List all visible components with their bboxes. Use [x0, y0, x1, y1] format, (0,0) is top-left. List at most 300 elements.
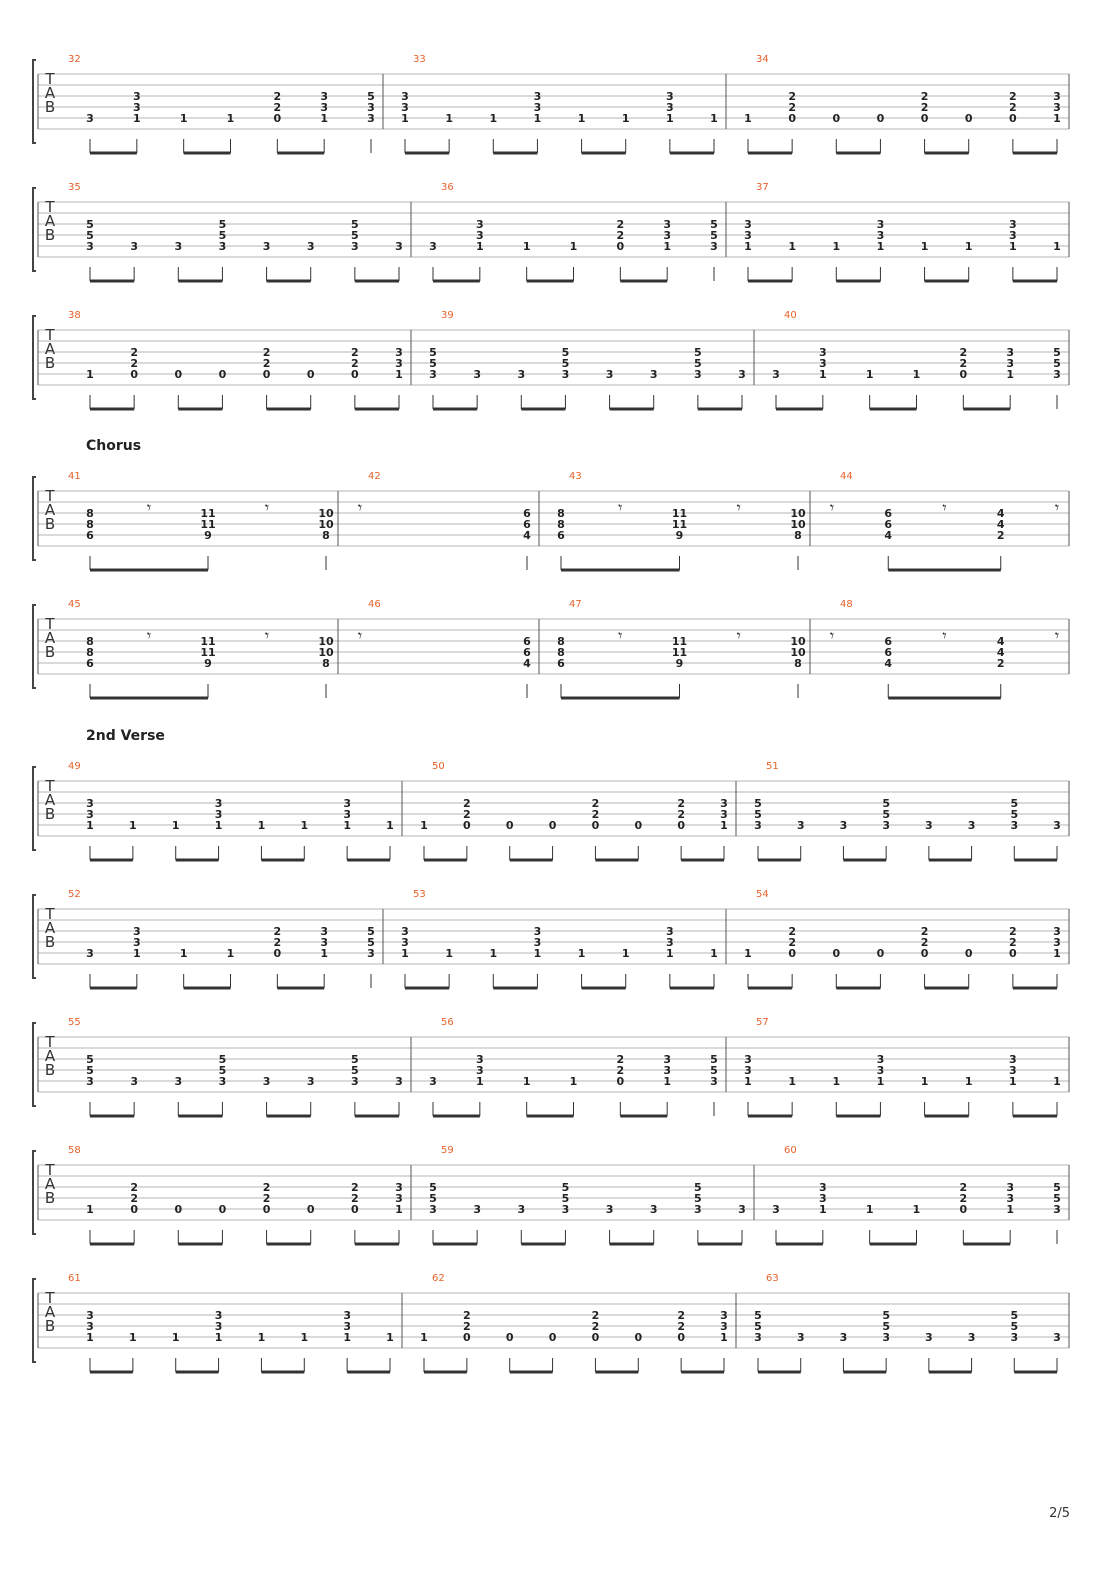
rest-symbol: 𝄾 [357, 498, 363, 517]
rest-symbol: 𝄾 [146, 498, 152, 517]
fret-number: 3 [663, 1053, 671, 1066]
fret-number: 3 [738, 368, 746, 381]
fret-number: 8 [557, 507, 565, 520]
fret-number: 2 [273, 101, 282, 114]
fret-number: 5 [882, 1320, 890, 1333]
fret-number: 1 [876, 1075, 885, 1088]
rest-symbol: 𝄾 [942, 626, 947, 645]
fret-number: 1 [666, 112, 674, 125]
fret-number: 1 [420, 1331, 428, 1344]
fret-number: 5 [429, 1181, 437, 1194]
fret-number: 3 [533, 90, 542, 103]
tab-clef-letter: A [44, 1303, 56, 1321]
tab-clef-letter: A [44, 84, 56, 102]
fret-number: 1 [720, 819, 728, 832]
fret-number: 3 [754, 819, 762, 832]
fret-number: 3 [1053, 90, 1061, 103]
fret-number: 3 [839, 1331, 848, 1344]
fret-number: 1 [214, 1331, 223, 1344]
fret-number: 5 [367, 936, 375, 949]
fret-number: 2 [130, 1181, 138, 1194]
measure-number: 43 [569, 471, 582, 482]
fret-number: 0 [1009, 947, 1017, 960]
fret-number: 3 [429, 368, 437, 381]
fret-number: 8 [86, 635, 94, 648]
fret-number: 0 [174, 368, 183, 381]
fret-number: 2 [677, 1309, 685, 1322]
tab-clef-letter: T [45, 326, 55, 344]
fret-number: 2 [351, 357, 359, 370]
fret-number: 2 [130, 357, 138, 370]
fret-number: 3 [351, 240, 359, 253]
fret-number: 3 [720, 808, 728, 821]
fret-number: 2 [788, 925, 796, 938]
fret-number: 1 [533, 112, 542, 125]
rest-symbol: 𝄾 [264, 626, 270, 645]
fret-number: 6 [884, 635, 893, 648]
fret-number: 1 [744, 947, 752, 960]
fret-number: 3 [214, 1309, 223, 1322]
fret-number: 2 [616, 1064, 625, 1077]
fret-number: 3 [1009, 229, 1017, 242]
fret-number: 1 [343, 1331, 351, 1344]
section-title-chorus: Chorus [86, 438, 142, 454]
fret-number: 5 [86, 1064, 94, 1077]
fret-number: 3 [395, 1181, 403, 1194]
fret-number: 11 [200, 646, 216, 659]
fret-number: 3 [819, 1192, 827, 1205]
fret-number: 2 [130, 346, 138, 359]
fret-number: 0 [876, 947, 885, 960]
measure-number: 46 [368, 599, 381, 610]
measure-number: 36 [441, 182, 454, 193]
fret-number: 5 [561, 357, 570, 370]
fret-number: 5 [86, 1053, 94, 1066]
fret-number: 3 [925, 1331, 933, 1344]
fret-number: 6 [86, 657, 94, 670]
tab-clef-letter: A [44, 340, 56, 358]
fret-number: 3 [1053, 101, 1061, 114]
fret-number: 2 [351, 1192, 359, 1205]
fret-number: 4 [884, 657, 893, 670]
tab-clef-letter: B [44, 933, 56, 951]
fret-number: 1 [744, 1075, 752, 1088]
fret-number: 1 [819, 368, 827, 381]
tab-clef-letter: A [44, 629, 56, 647]
fret-number: 3 [649, 1203, 658, 1216]
fret-number: 2 [351, 346, 359, 359]
fret-number: 3 [561, 1203, 570, 1216]
measure-number: 56 [441, 1017, 454, 1028]
fret-number: 1 [86, 1203, 94, 1216]
fret-number: 5 [754, 1309, 762, 1322]
fret-number: 4 [996, 635, 1005, 648]
fret-number: 0 [463, 1331, 471, 1344]
page-number: 2/5 [1049, 1506, 1070, 1521]
fret-number: 2 [959, 1192, 968, 1205]
fret-number: 0 [876, 112, 885, 125]
fret-number: 0 [677, 819, 685, 832]
rest-symbol: 𝄾 [829, 498, 835, 517]
fret-number: 11 [200, 507, 216, 520]
fret-number: 3 [214, 808, 223, 821]
fret-number: 4 [996, 646, 1005, 659]
system-bracket [33, 316, 36, 399]
fret-number: 0 [920, 947, 929, 960]
measure-number: 42 [368, 471, 381, 482]
fret-number: 10 [790, 518, 806, 531]
system-bracket [33, 477, 36, 560]
fret-number: 5 [882, 1309, 890, 1322]
fret-number: 3 [133, 101, 141, 114]
system-bracket [33, 767, 36, 850]
fret-number: 3 [666, 936, 674, 949]
fret-number: 1 [744, 112, 752, 125]
fret-number: 6 [884, 507, 893, 520]
fret-number: 3 [86, 240, 94, 253]
fret-number: 5 [351, 1064, 359, 1077]
rest-symbol: 𝄾 [618, 498, 623, 517]
fret-number: 3 [819, 357, 827, 370]
fret-number: 3 [663, 1064, 671, 1077]
measure-number: 61 [68, 1273, 81, 1284]
fret-number: 1 [386, 1331, 394, 1344]
fret-number: 2 [920, 90, 929, 103]
fret-number: 3 [819, 1181, 827, 1194]
fret-number: 3 [925, 819, 933, 832]
fret-number: 3 [819, 346, 827, 359]
fret-number: 1 [1009, 240, 1017, 253]
fret-number: 5 [710, 1064, 718, 1077]
fret-number: 0 [351, 368, 359, 381]
fret-number: 4 [996, 518, 1005, 531]
system-bracket [33, 1023, 36, 1106]
tab-clef-letter: T [45, 615, 55, 633]
fret-number: 5 [694, 1181, 702, 1194]
fret-number: 0 [964, 947, 973, 960]
tab-clef-letter: A [44, 791, 56, 809]
fret-number: 5 [754, 1320, 762, 1333]
fret-number: 0 [218, 368, 227, 381]
measure-number: 39 [441, 310, 454, 321]
fret-number: 1 [129, 819, 137, 832]
fret-number: 3 [1053, 1203, 1061, 1216]
fret-number: 3 [796, 1331, 805, 1344]
fret-number: 6 [523, 635, 531, 648]
fret-number: 3 [343, 1309, 351, 1322]
fret-number: 3 [401, 925, 409, 938]
fret-number: 1 [569, 240, 578, 253]
fret-number: 2 [788, 936, 796, 949]
system-bracket [33, 1279, 36, 1362]
fret-number: 5 [710, 229, 718, 242]
measure-number: 52 [68, 889, 81, 900]
fret-number: 3 [720, 1320, 728, 1333]
fret-number: 5 [218, 1064, 227, 1077]
fret-number: 0 [273, 947, 282, 960]
fret-number: 1 [86, 819, 94, 832]
fret-number: 8 [322, 529, 330, 542]
fret-number: 0 [832, 947, 841, 960]
fret-number: 3 [839, 819, 848, 832]
fret-number: 0 [788, 112, 796, 125]
fret-number: 8 [86, 646, 94, 659]
fret-number: 1 [226, 947, 235, 960]
tab-clef-letter: B [44, 515, 56, 533]
fret-number: 6 [523, 646, 531, 659]
tab-clef-letter: T [45, 487, 55, 505]
rest-symbol: 𝄾 [1054, 626, 1060, 645]
fret-number: 3 [772, 368, 780, 381]
fret-number: 1 [133, 112, 141, 125]
fret-number: 9 [675, 529, 684, 542]
fret-number: 3 [395, 1075, 403, 1088]
rest-symbol: 𝄾 [736, 626, 741, 645]
fret-number: 10 [318, 646, 334, 659]
fret-number: 3 [395, 346, 403, 359]
fret-number: 3 [306, 240, 315, 253]
fret-number: 3 [561, 368, 570, 381]
fret-number: 3 [1009, 1053, 1017, 1066]
fret-number: 2 [920, 101, 929, 114]
fret-number: 3 [1053, 936, 1061, 949]
fret-number: 8 [557, 635, 565, 648]
fret-number: 1 [865, 368, 874, 381]
fret-number: 6 [523, 507, 531, 520]
fret-number: 6 [884, 646, 893, 659]
fret-number: 3 [86, 1075, 94, 1088]
fret-number: 1 [476, 240, 484, 253]
fret-number: 3 [666, 101, 674, 114]
fret-number: 1 [129, 1331, 137, 1344]
fret-number: 5 [561, 1192, 570, 1205]
fret-number: 5 [1053, 357, 1061, 370]
fret-number: 1 [832, 240, 841, 253]
fret-number: 0 [591, 1331, 600, 1344]
fret-number: 2 [677, 1320, 685, 1333]
fret-number: 0 [548, 819, 557, 832]
rest-symbol: 𝄾 [146, 626, 152, 645]
fret-number: 3 [429, 1203, 437, 1216]
fret-number: 8 [86, 507, 94, 520]
fret-number: 0 [351, 1203, 359, 1216]
fret-number: 2 [262, 357, 271, 370]
fret-number: 3 [429, 1075, 437, 1088]
fret-number: 1 [912, 1203, 921, 1216]
fret-number: 10 [318, 635, 334, 648]
fret-number: 3 [367, 112, 375, 125]
measure-number: 48 [840, 599, 853, 610]
fret-number: 3 [517, 1203, 526, 1216]
fret-number: 3 [605, 368, 614, 381]
fret-number: 3 [320, 101, 328, 114]
fret-number: 3 [320, 925, 328, 938]
fret-number: 5 [561, 1181, 570, 1194]
tab-clef-letter: B [44, 643, 56, 661]
fret-number: 3 [343, 1320, 351, 1333]
fret-number: 0 [273, 112, 282, 125]
fret-number: 1 [343, 819, 351, 832]
fret-number: 5 [218, 218, 227, 231]
fret-number: 0 [174, 1203, 183, 1216]
fret-number: 0 [130, 1203, 138, 1216]
fret-number: 5 [351, 218, 359, 231]
fret-number: 3 [517, 368, 526, 381]
fret-number: 8 [557, 646, 565, 659]
fret-number: 3 [876, 1064, 885, 1077]
fret-number: 3 [306, 1075, 315, 1088]
fret-number: 3 [882, 1331, 890, 1344]
measure-number: 37 [756, 182, 769, 193]
fret-number: 3 [720, 797, 728, 810]
fret-number: 2 [273, 936, 282, 949]
fret-number: 2 [463, 1320, 471, 1333]
fret-number: 1 [420, 819, 428, 832]
fret-number: 2 [1009, 936, 1017, 949]
fret-number: 2 [262, 1192, 271, 1205]
fret-number: 3 [320, 90, 328, 103]
measure-number: 51 [766, 761, 779, 772]
fret-number: 5 [1010, 797, 1019, 810]
tab-clef-letter: A [44, 1175, 56, 1193]
fret-number: 1 [86, 368, 94, 381]
fret-number: 6 [86, 529, 94, 542]
fret-number: 0 [677, 1331, 685, 1344]
fret-number: 2 [920, 925, 929, 938]
measure-number: 33 [413, 54, 426, 65]
fret-number: 0 [306, 368, 315, 381]
fret-number: 11 [200, 635, 216, 648]
measure-number: 59 [441, 1145, 454, 1156]
fret-number: 1 [522, 240, 531, 253]
fret-number: 6 [884, 518, 893, 531]
fret-number: 0 [920, 112, 929, 125]
fret-number: 8 [794, 657, 802, 670]
fret-number: 1 [876, 240, 885, 253]
fret-number: 3 [214, 797, 223, 810]
fret-number: 3 [666, 90, 674, 103]
fret-number: 3 [351, 1075, 359, 1088]
fret-number: 2 [273, 90, 282, 103]
fret-number: 3 [262, 240, 271, 253]
fret-number: 5 [218, 1053, 227, 1066]
fret-number: 5 [429, 357, 437, 370]
fret-number: 1 [300, 819, 309, 832]
measure-number: 62 [432, 1273, 445, 1284]
fret-number: 9 [675, 657, 684, 670]
fret-number: 1 [489, 112, 498, 125]
fret-number: 3 [320, 936, 328, 949]
tab-clef-letter: B [44, 354, 56, 372]
fret-number: 3 [401, 101, 409, 114]
fret-number: 3 [133, 936, 141, 949]
tab-clef-letter: B [44, 1061, 56, 1079]
fret-number: 3 [882, 819, 890, 832]
fret-number: 0 [218, 1203, 227, 1216]
fret-number: 0 [306, 1203, 315, 1216]
measure-number: 55 [68, 1017, 81, 1028]
fret-number: 2 [463, 797, 471, 810]
fret-number: 10 [318, 518, 334, 531]
measure-number: 60 [784, 1145, 797, 1156]
fret-number: 5 [694, 346, 702, 359]
measure-number: 41 [68, 471, 81, 482]
fret-number: 5 [694, 1192, 702, 1205]
fret-number: 5 [1053, 1181, 1061, 1194]
rest-symbol: 𝄾 [264, 498, 270, 517]
fret-number: 3 [473, 368, 481, 381]
fret-number: 10 [790, 507, 806, 520]
fret-number: 0 [130, 368, 138, 381]
fret-number: 3 [1053, 1331, 1061, 1344]
fret-number: 5 [1010, 1309, 1019, 1322]
fret-number: 3 [86, 1320, 94, 1333]
fret-number: 3 [343, 808, 351, 821]
fret-number: 3 [86, 1309, 94, 1322]
fret-number: 1 [1053, 112, 1061, 125]
fret-number: 11 [671, 635, 688, 648]
fret-number: 3 [214, 1320, 223, 1333]
fret-number: 3 [476, 229, 484, 242]
fret-number: 1 [476, 1075, 484, 1088]
fret-number: 11 [671, 507, 688, 520]
fret-number: 3 [744, 218, 752, 231]
fret-number: 1 [522, 1075, 531, 1088]
fret-number: 1 [1053, 1075, 1061, 1088]
fret-number: 5 [367, 925, 375, 938]
measure-number: 57 [756, 1017, 769, 1028]
rest-symbol: 𝄾 [829, 626, 835, 645]
fret-number: 1 [710, 112, 718, 125]
fret-number: 0 [505, 1331, 514, 1344]
fret-number: 2 [616, 229, 625, 242]
fret-number: 1 [179, 947, 188, 960]
fret-number: 3 [1053, 819, 1061, 832]
fret-number: 3 [218, 240, 227, 253]
fret-number: 2 [996, 657, 1005, 670]
fret-number: 5 [710, 218, 718, 231]
fret-number: 3 [174, 240, 183, 253]
fret-number: 3 [174, 1075, 183, 1088]
rest-symbol: 𝄾 [357, 626, 363, 645]
fret-number: 3 [133, 925, 141, 938]
tab-clef-letter: T [45, 1033, 55, 1051]
fret-number: 5 [351, 1053, 359, 1066]
fret-number: 5 [694, 357, 702, 370]
fret-number: 5 [754, 808, 762, 821]
fret-number: 2 [996, 529, 1005, 542]
fret-number: 3 [663, 229, 671, 242]
fret-number: 3 [473, 1203, 481, 1216]
fret-number: 10 [790, 635, 806, 648]
fret-number: 1 [300, 1331, 309, 1344]
fret-number: 4 [523, 529, 531, 542]
fret-number: 3 [395, 240, 403, 253]
fret-number: 1 [1053, 240, 1061, 253]
fret-number: 2 [677, 808, 685, 821]
fret-number: 1 [257, 819, 266, 832]
fret-number: 5 [1053, 1192, 1061, 1205]
fret-number: 1 [577, 112, 586, 125]
fret-number: 1 [401, 112, 409, 125]
measure-number: 54 [756, 889, 769, 900]
measure-number: 35 [68, 182, 81, 193]
fret-number: 0 [548, 1331, 557, 1344]
fret-number: 3 [401, 936, 409, 949]
fret-number: 8 [86, 518, 94, 531]
fret-number: 3 [710, 240, 718, 253]
fret-number: 1 [445, 112, 453, 125]
